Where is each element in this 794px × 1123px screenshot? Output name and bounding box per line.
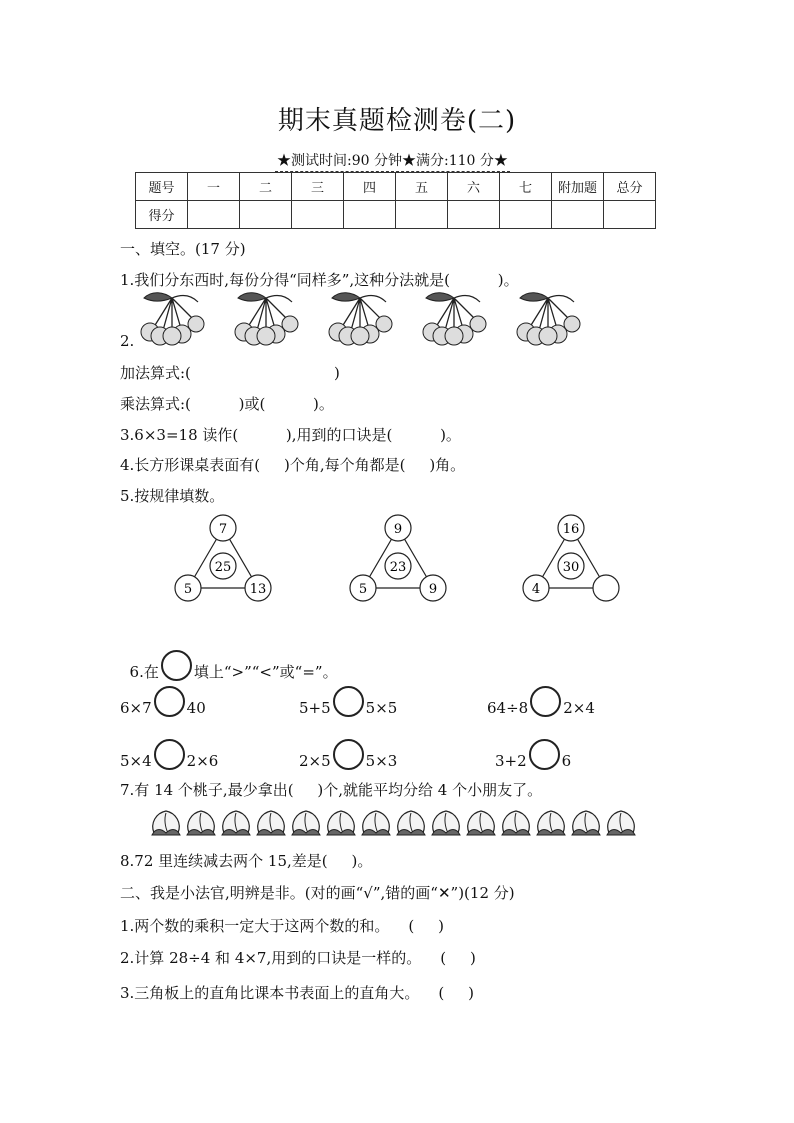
peach-icon — [502, 811, 530, 835]
peach-icon — [222, 811, 250, 835]
question-7: 7.有 14 个桃子,最少拿出( )个,就能平均分给 4 个小朋友了。 — [120, 781, 543, 799]
table-cell: 三 — [292, 173, 344, 201]
table-cell: 题号 — [136, 173, 188, 201]
compare-right: 40 — [186, 699, 206, 717]
compare-answer-circle[interactable] — [333, 686, 364, 717]
peach-icon — [327, 811, 355, 835]
triangle-top-number: 7 — [218, 522, 228, 537]
table-cell: 一 — [188, 173, 240, 201]
judge-question-2: 2.计算 28÷4 和 4×7,用到的口诀是一样的。 ( ) — [120, 949, 476, 967]
question-6-prefix: 6.在 — [129, 663, 159, 681]
compare-item — [120, 686, 206, 717]
table-cell: 六 — [448, 173, 500, 201]
cherry-bunch-icon — [141, 293, 204, 345]
compare-left: 6×7 — [120, 699, 152, 717]
triangle-3 — [523, 515, 619, 601]
question-5: 5.按规律填数。 — [120, 487, 225, 505]
compare-left: 5×4 — [120, 752, 152, 770]
question-2-addition: 加法算式:( ) — [120, 364, 340, 382]
triangle-2 — [350, 515, 446, 601]
peach-icon — [432, 811, 460, 835]
table-cell: 七 — [500, 173, 552, 201]
triangle-left-number: 4 — [531, 582, 541, 597]
question-6 — [120, 632, 338, 682]
compare-answer-circle[interactable] — [529, 739, 560, 770]
peach-icon — [467, 811, 495, 835]
compare-left: 64÷8 — [487, 699, 529, 717]
peach-icon — [607, 811, 635, 835]
question-8: 8.72 里连续减去两个 15,差是( )。 — [120, 852, 373, 870]
section2-heading: 二、我是小法官,明辨是非。(对的画“√”,错的画“✕”)(12 分) — [120, 884, 515, 902]
score-input-cell[interactable] — [448, 201, 500, 229]
peach-icon — [187, 811, 215, 835]
score-table-header-row — [136, 173, 656, 201]
page-title: 期末真题检测卷(二) — [277, 106, 517, 136]
score-input-cell[interactable] — [292, 201, 344, 229]
peach-icon — [362, 811, 390, 835]
score-input-cell[interactable] — [396, 201, 448, 229]
table-cell: 得分 — [136, 201, 188, 229]
triangle-center-number: 30 — [562, 560, 580, 575]
cherry-bunch-icon — [235, 293, 298, 345]
cherry-bunch-icon — [517, 293, 580, 345]
triangle-right-number: 9 — [428, 582, 438, 597]
compare-item — [487, 686, 595, 717]
table-cell: 总分 — [604, 173, 656, 201]
compare-answer-circle[interactable] — [154, 739, 185, 770]
triangle-left-number: 5 — [358, 582, 368, 597]
section1-heading: 一、填空。(17 分) — [120, 240, 246, 258]
triangle-left-number: 5 — [183, 582, 193, 597]
compare-left: 3+2 — [495, 752, 527, 770]
triangle-top-number: 16 — [562, 522, 580, 537]
triangle-1 — [175, 515, 271, 601]
compare-right: 6 — [561, 752, 572, 770]
compare-right: 5×3 — [365, 752, 398, 770]
compare-answer-circle[interactable] — [530, 686, 561, 717]
score-table — [135, 172, 656, 229]
table-cell: 二 — [240, 173, 292, 201]
compare-right: 5×5 — [365, 699, 398, 717]
table-cell: 五 — [396, 173, 448, 201]
score-input-cell[interactable] — [604, 201, 656, 229]
triangle-center-number: 23 — [389, 560, 407, 575]
score-input-cell[interactable] — [188, 201, 240, 229]
judge-question-1: 1.两个数的乘积一定大于这两个数的和。 ( ) — [120, 917, 444, 935]
compare-answer-circle[interactable] — [333, 739, 364, 770]
question-1: 1.我们分东西时,每份分得“同样多”,这种分法就是( )。 — [120, 271, 519, 289]
triangle-center-number: 25 — [214, 560, 232, 575]
peach-icon — [257, 811, 285, 835]
score-input-cell[interactable] — [500, 201, 552, 229]
compare-item — [299, 739, 397, 770]
peach-icon — [292, 811, 320, 835]
compare-right: 2×6 — [186, 752, 219, 770]
triangle-top-number: 9 — [393, 522, 403, 537]
compare-left: 5+5 — [299, 699, 331, 717]
score-table-score-row — [136, 201, 656, 229]
answer-blank-circle[interactable] — [593, 575, 619, 601]
score-input-cell[interactable] — [240, 201, 292, 229]
cherry-bunch-icon — [423, 293, 486, 345]
circle-symbol-icon — [161, 650, 192, 681]
score-input-cell[interactable] — [344, 201, 396, 229]
peach-icon — [572, 811, 600, 835]
peach-row — [150, 805, 645, 837]
compare-item — [495, 739, 571, 770]
judge-question-3: 3.三角板上的直角比课本书表面上的直角大。 ( ) — [120, 984, 474, 1002]
page-subtitle: ★测试时间:90 分钟★满分:110 分★ — [275, 150, 510, 172]
score-input-cell[interactable] — [552, 201, 604, 229]
compare-right: 2×4 — [563, 699, 595, 717]
cherry-bunches — [138, 290, 608, 346]
table-cell: 附加题 — [552, 173, 604, 201]
question-2-multiplication: 乘法算式:( )或( )。 — [120, 395, 334, 413]
triangle-right-number: 13 — [249, 582, 267, 597]
table-cell: 四 — [344, 173, 396, 201]
peach-icon — [152, 811, 180, 835]
cherry-bunch-icon — [329, 293, 392, 345]
compare-left: 2×5 — [299, 752, 331, 770]
cherry-row — [138, 290, 608, 346]
compare-item — [120, 739, 218, 770]
question-6-suffix: 填上“>”“<”或“=”。 — [193, 663, 338, 681]
compare-item — [299, 686, 397, 717]
number-triangles — [160, 510, 640, 610]
question-4: 4.长方形课桌表面有( )个角,每个角都是( )角。 — [120, 456, 466, 474]
peach-icon — [397, 811, 425, 835]
question-2-number: 2. — [120, 332, 135, 350]
compare-answer-circle[interactable] — [154, 686, 185, 717]
question-3: 3.6×3=18 读作( ),用到的口诀是( )。 — [120, 426, 461, 444]
peach-icon — [537, 811, 565, 835]
